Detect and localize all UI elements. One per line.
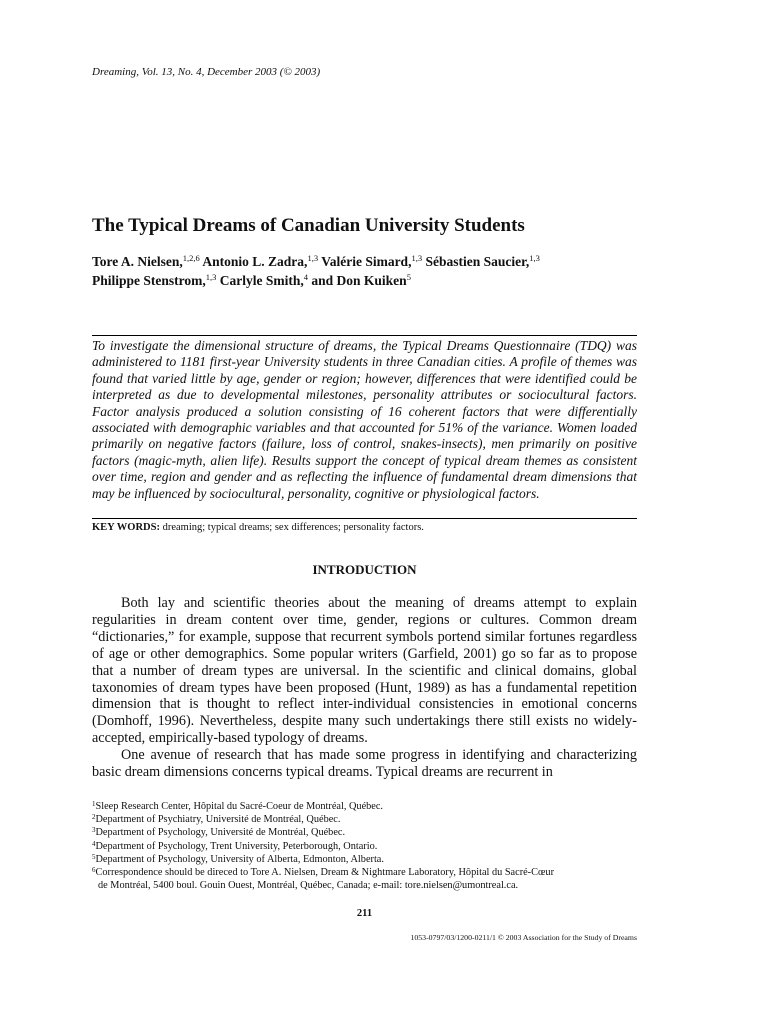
author-affiliation: 4 bbox=[303, 272, 309, 282]
introduction-body bbox=[92, 595, 637, 781]
author-name: and Don Kuiken bbox=[311, 273, 407, 288]
keywords bbox=[92, 522, 637, 533]
body-paragraph: Both lay and scientific theories about the meaning of dreams attempt to explain regularities in dream content over time, gender, regions or cultures. Common dream “dictionaries,” for example, suppose that recurrent symbols portend similar fortunes regardless of age or other demographics. Some popular writers (Garfield, 2001) go so far as to propose that a number of dream types are universal. In the scientific and clinical domains, global taxonomies of dream types have been proposed (Hunt, 1989) as has a fundamental repetition dimension that is thought to reflect inter-individual consistencies in emotional concerns (Domhoff, 1996). Nevertheless, despite many such undertakings there still exists no widely-accepted, empirically-based typology of dreams. bbox=[92, 595, 637, 747]
author-affiliation: 5 bbox=[406, 272, 411, 282]
author-name: Philippe Stenstrom, bbox=[92, 273, 206, 288]
section-heading-introduction: INTRODUCTION bbox=[312, 562, 417, 577]
article-title: The Typical Dreams of Canadian University Students bbox=[92, 215, 525, 236]
copyright-line: 1053-0797/03/1200-0211/1 © 2003 Association for the Study of Dreams bbox=[410, 933, 637, 942]
author-name: Valérie Simard, bbox=[321, 254, 412, 269]
footnote-text: Correspondence should be direced to Tore A. Nielsen, Dream & Nightmare Laboratory, Hôpital du Sacré-Cœur bbox=[95, 867, 554, 879]
footnote-marker: 3 bbox=[92, 826, 96, 835]
footnote bbox=[92, 853, 642, 866]
author-affiliation: 1,2,6 bbox=[182, 253, 200, 263]
footnote-text: Department of Psychology, Trent University, Peterborough, Ontario. bbox=[95, 840, 378, 852]
footnote-text: de Montréal, 5400 boul. Gouin Ouest, Montréal, Québec, Canada; e-mail: tore.nielsen@umontreal.ca. bbox=[98, 880, 519, 892]
footnote-marker: 1 bbox=[92, 800, 96, 808]
abstract-bottom-rule bbox=[92, 518, 637, 519]
author-list bbox=[92, 252, 652, 290]
author-affiliation: 1,3 bbox=[411, 253, 423, 263]
keywords-label: KEY WORDS: bbox=[92, 522, 160, 533]
abstract-text: To investigate the dimensional structure of dreams, the Typical Dreams Questionnaire (TDQ) was administered to 1181 first-year University students in three Canadian cities. A profile of themes was found that varied little by age, gender or region; however, differences that were identified could be interpreted as due to developmental milestones, personality attributes or sociocultural factors. Factor analysis produced a solution consisting of 16 coherent factors that were differentially associated with demographic variables and that accounted for 51% of the variance. Women loaded primarily on negative factors (failure, loss of control, snakes-insects), men primarily on positive factors (magic-myth, alien life). Results support the concept of typical dream themes as consistent over time, region and gender and as reflecting the influence of fundamental dream dimensions that may be influenced by sociocultural, personality, cognitive or physiological factors. bbox=[92, 338, 637, 501]
footnote-text: Department of Psychology, University of Alberta, Edmonton, Alberta. bbox=[95, 853, 384, 865]
author-affiliation: 1,3 bbox=[205, 272, 217, 282]
author-affiliation: 1,3 bbox=[307, 253, 319, 263]
footnote bbox=[92, 866, 642, 879]
footnote-marker: 6 bbox=[92, 866, 96, 875]
footnote bbox=[92, 813, 642, 826]
footnote-text: Sleep Research Center, Hôpital du Sacré-Coeur de Montréal, Québec. bbox=[95, 801, 384, 812]
author-name: Carlyle Smith, bbox=[219, 273, 304, 288]
footnote-text: Department of Psychology, Université de Montréal, Québec. bbox=[95, 827, 346, 839]
footnotes bbox=[92, 800, 642, 892]
body-paragraph: One avenue of research that has made some progress in identifying and characterizing basic dream dimensions concerns typical dreams. Typical dreams are recurrent in bbox=[92, 747, 637, 781]
journal-citation: Dreaming, Vol. 13, No. 4, December 2003 (© 2003) bbox=[92, 66, 321, 78]
author-name: Sébastien Saucier, bbox=[425, 254, 530, 269]
footnote bbox=[92, 800, 642, 813]
footnote-marker: 4 bbox=[92, 839, 96, 848]
page-number: 211 bbox=[356, 908, 373, 919]
author-name: Tore A. Nielsen, bbox=[92, 254, 183, 269]
footnote-text: Department of Psychiatry, Université de Montréal, Québec. bbox=[95, 814, 341, 826]
footnote bbox=[92, 840, 642, 853]
keywords-list: dreaming; typical dreams; sex differences; personality factors. bbox=[162, 522, 424, 533]
footnote bbox=[92, 826, 642, 839]
footnote-marker: 5 bbox=[92, 852, 96, 861]
author-affiliation: 1,3 bbox=[529, 253, 540, 263]
abstract-top-rule bbox=[92, 335, 637, 336]
footnote-marker: 2 bbox=[92, 813, 96, 822]
author-name: Antonio L. Zadra, bbox=[202, 254, 308, 269]
footnote-continuation bbox=[92, 879, 642, 892]
